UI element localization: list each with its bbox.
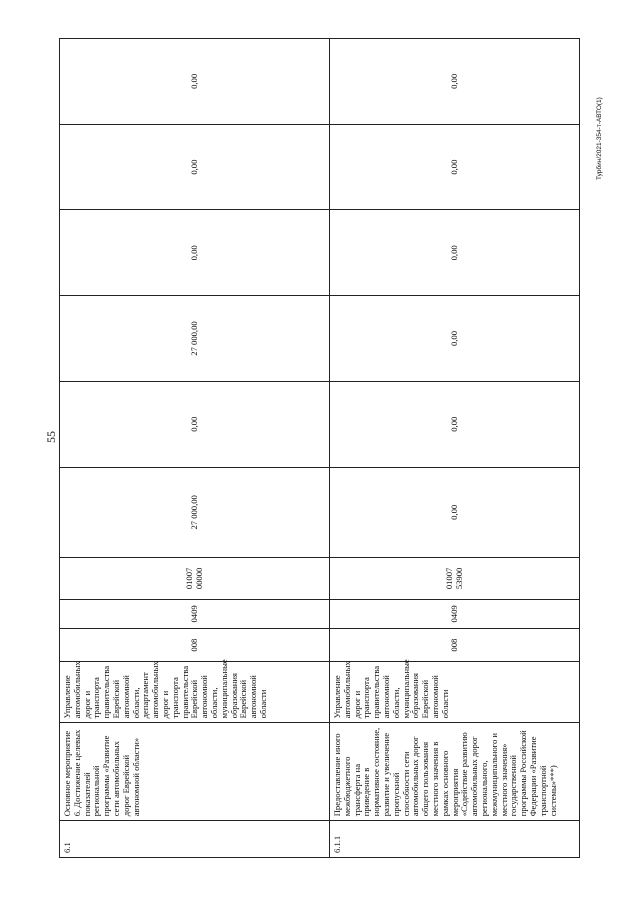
value-cell: 0,00	[330, 467, 580, 558]
program-table	[59, 38, 580, 858]
rzpr-code: 0409	[60, 599, 330, 628]
value-cell: 0,00	[330, 296, 580, 382]
activity-name: Основное мероприятие 6. Достижение целевых показателей региональной программы «Развитие сети автомобильных дорог Еврейской автономной области»	[60, 723, 330, 821]
value-cell: 0,00	[60, 210, 330, 296]
value-cell: 27 000,00	[60, 467, 330, 558]
table-row	[60, 39, 330, 858]
row-number: 6.1	[60, 821, 330, 858]
grbs-code: 008	[60, 629, 330, 662]
row-number: 6.1.1	[330, 821, 580, 858]
value-cell: 0,00	[60, 381, 330, 467]
grbs-code: 008	[330, 629, 580, 662]
value-cell: 0,00	[330, 381, 580, 467]
rzpr-code: 0409	[330, 599, 580, 628]
document-code: Турбин/2021-354-т-АВТО(1)	[596, 97, 603, 180]
value-cell: 0,00	[330, 124, 580, 210]
value-cell: 0,00	[330, 210, 580, 296]
csr-code: 01007 53900	[330, 558, 580, 600]
executor: Управление автомобильных дорог и транспорта правительства Еврейской автономной области, департамент автомобильных дорог и транспорта правительства Еврейской автономной области, муниципальные образования Еврейской автономной области	[60, 662, 330, 723]
program-table-rotated	[59, 38, 579, 858]
page-number: 55	[44, 431, 58, 443]
value-cell: 0,00	[60, 39, 330, 125]
csr-code: 01007 00000	[60, 558, 330, 600]
value-cell: 0,00	[330, 39, 580, 125]
activity-name: Предоставление иного межбюджетного трансферта на приведение в нормативное состояние, развитие и увеличение пропускной способности сети автомобильных дорог общего пользования местного значения в рамках основного мероприятия «Содействие развитию автомобильных дорог регионального, межмуниципального и местного значения» государственной программы Российской Федерации «Развитие транспортной системы»***)	[330, 723, 580, 821]
value-cell: 0,00	[60, 124, 330, 210]
table-row	[330, 39, 580, 858]
executor: Управление автомобильных дорог и транспорта правительства автономной области, муниципальные образования Еврейской автономной области	[330, 662, 580, 723]
value-cell: 27 000,00	[60, 296, 330, 382]
